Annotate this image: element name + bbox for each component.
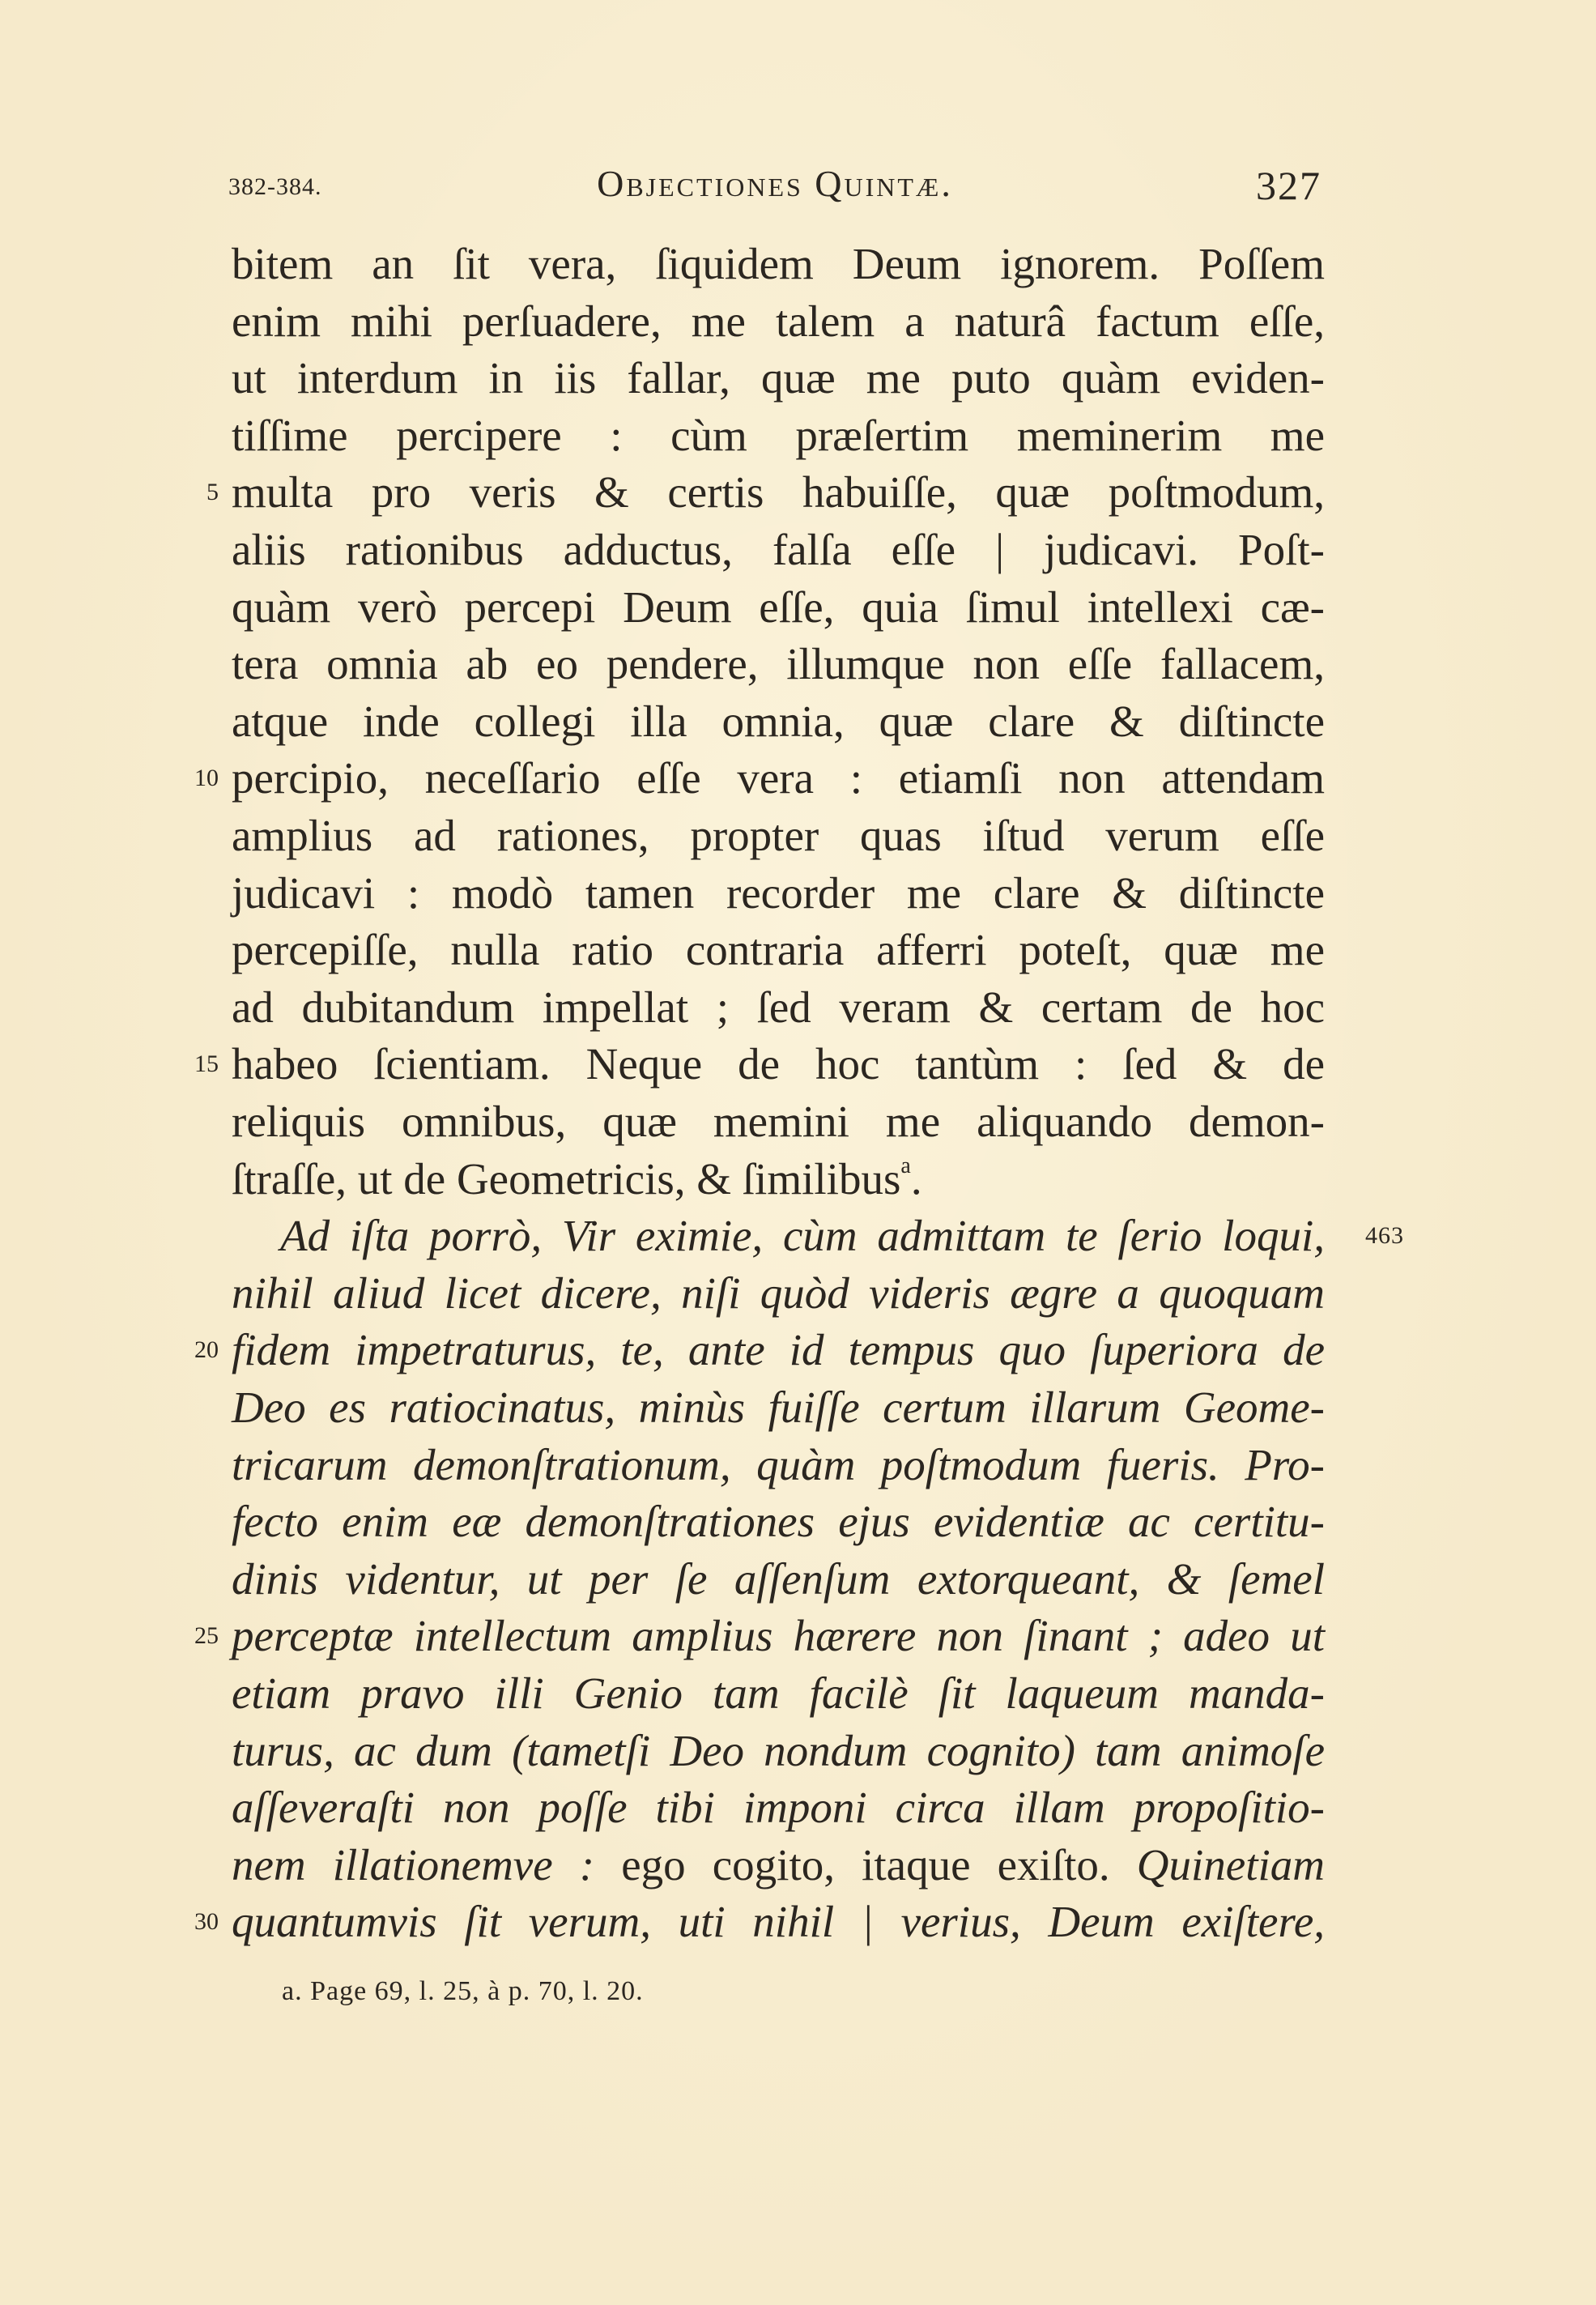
line-tail: .	[910, 1153, 922, 1204]
line-text: turus, ac dum (tametſi Deo nondum cognito) tam animoſe	[232, 1725, 1325, 1775]
line-text: percepiſſe, nulla ratio contraria afferri poteſt, quæ me	[232, 925, 1325, 975]
text-line	[232, 807, 1325, 865]
line-text: aſſeveraſti non poſſe tibi imponi circa illam propoſitio-	[232, 1783, 1325, 1833]
page-range: 382-384.	[228, 173, 322, 200]
text-line	[232, 1436, 1325, 1494]
line-text: fidem impetraturus, te, ante id tempus quo ſuperiora de	[232, 1325, 1325, 1375]
text-line	[232, 1893, 1325, 1951]
text-line	[232, 1321, 1325, 1379]
line-text: judicavi : modò tamen recorder me clare & diſtincte	[232, 867, 1325, 918]
text-line	[280, 1207, 1325, 1265]
roman-text: ego cogito, itaque exiſto.	[594, 1839, 1110, 1890]
text-line	[232, 635, 1325, 693]
text-line	[232, 978, 1325, 1037]
text-line	[232, 1093, 1325, 1151]
footnote: a. Page 69, l. 25, à p. 70, l. 20.	[282, 1976, 644, 2006]
text-line	[232, 692, 1325, 751]
text-line	[232, 1150, 1325, 1208]
line-text: nem illationemve :	[232, 1839, 595, 1890]
footnote-marker: a	[900, 1152, 911, 1178]
text-line	[232, 1836, 1325, 1894]
line-text: tera omnia ab eo pendere, illumque non eſſe fallacem,	[232, 639, 1325, 689]
line-text: quantumvis ſit verum, uti nihil | verius, Deum exiſtere,	[232, 1897, 1325, 1947]
line-text: Deo es ratiocinatus, minùs fuiſſe certum illarum Geome-	[232, 1383, 1325, 1432]
text-line	[232, 292, 1325, 351]
text-line	[232, 749, 1325, 807]
line-text: ſtraſſe, ut de Geometricis, & ſimilibus	[232, 1153, 901, 1204]
page-number: 327	[1256, 163, 1321, 208]
text-line	[232, 1779, 1325, 1837]
line-text: tricarum demonſtrationum, quàm poſtmodum fueris. Pro-	[232, 1439, 1325, 1489]
line-text: etiam pravo illi Genio tam facilè ſit laqueum manda-	[232, 1668, 1325, 1718]
line-text: aliis rationibus adductus, falſa eſſe | judicavi. Poſt-	[232, 525, 1325, 574]
text-line	[232, 864, 1325, 922]
text-line	[232, 407, 1325, 465]
margin-page-reference: 463	[1365, 1222, 1404, 1250]
line-text: tiſſime percipere : cùm præſertim meminerim me	[232, 410, 1325, 460]
text-line	[232, 463, 1325, 522]
line-text: bitem an ſit vera, ſiquidem Deum ignorem. Poſſem	[232, 239, 1325, 288]
line-number: 15	[194, 1050, 219, 1078]
line-text: perceptæ intellectum amplius hærere non ſinant ; adeo ut	[232, 1611, 1325, 1661]
text-line	[232, 349, 1325, 407]
text-line	[232, 1607, 1325, 1665]
line-text: atque inde collegi illa omnia, quæ clare & diſtincte	[232, 696, 1325, 746]
line-text: nihil aliud licet dicere, niſi quòd videris ægre a quoquam	[232, 1268, 1325, 1318]
running-header	[228, 162, 1321, 211]
running-title: Objectiones Quintæ.	[597, 163, 953, 204]
line-text: ut interdum in iis fallar, quæ me puto quàm eviden-	[232, 353, 1325, 403]
line-text: reliquis omnibus, quæ memini me aliquando demon-	[232, 1097, 1325, 1146]
text-line	[232, 1664, 1325, 1723]
line-text: percipio, neceſſario eſſe vera : etiamſi non attendam	[232, 753, 1325, 803]
line-text: dinis videntur, ut per ſe aſſenſum extorqueant, & ſemel	[232, 1553, 1325, 1604]
line-number: 10	[194, 765, 219, 792]
text-line	[232, 1722, 1325, 1780]
italic-tail: Quinetiam	[1109, 1839, 1325, 1890]
line-text: habeo ſcientiam. Neque de hoc tantùm : ſed & de	[232, 1039, 1325, 1089]
line-number: 20	[194, 1336, 219, 1364]
text-line	[232, 1035, 1325, 1093]
text-line	[232, 921, 1325, 979]
text-line	[232, 1550, 1325, 1608]
text-line	[232, 235, 1325, 293]
text-line	[232, 1264, 1325, 1323]
line-text: enim mihi perſuadere, me talem a naturâ factum eſſe,	[232, 296, 1325, 346]
line-number: 5	[206, 479, 219, 506]
text-line	[232, 521, 1325, 579]
line-text: quàm verò percepi Deum eſſe, quia ſimul intellexi cæ-	[232, 582, 1325, 632]
line-text: fecto enim eæ demonſtrationes ejus evidentiæ ac certitu-	[232, 1497, 1325, 1547]
line-text: multa pro veris & certis habuiſſe, quæ poſtmodum,	[232, 467, 1325, 518]
text-line	[232, 1378, 1325, 1437]
line-number: 30	[194, 1908, 219, 1936]
text-line	[232, 1493, 1325, 1551]
line-number: 25	[194, 1622, 219, 1650]
line-text: Ad iſta porrò, Vir eximie, cùm admittam te ſerio loqui,	[280, 1211, 1325, 1261]
text-line	[232, 578, 1325, 637]
line-text: amplius ad rationes, propter quas iſtud verum eſſe	[232, 811, 1325, 860]
line-text: ad dubitandum impellat ; ſed veram & certam de hoc	[232, 982, 1325, 1032]
